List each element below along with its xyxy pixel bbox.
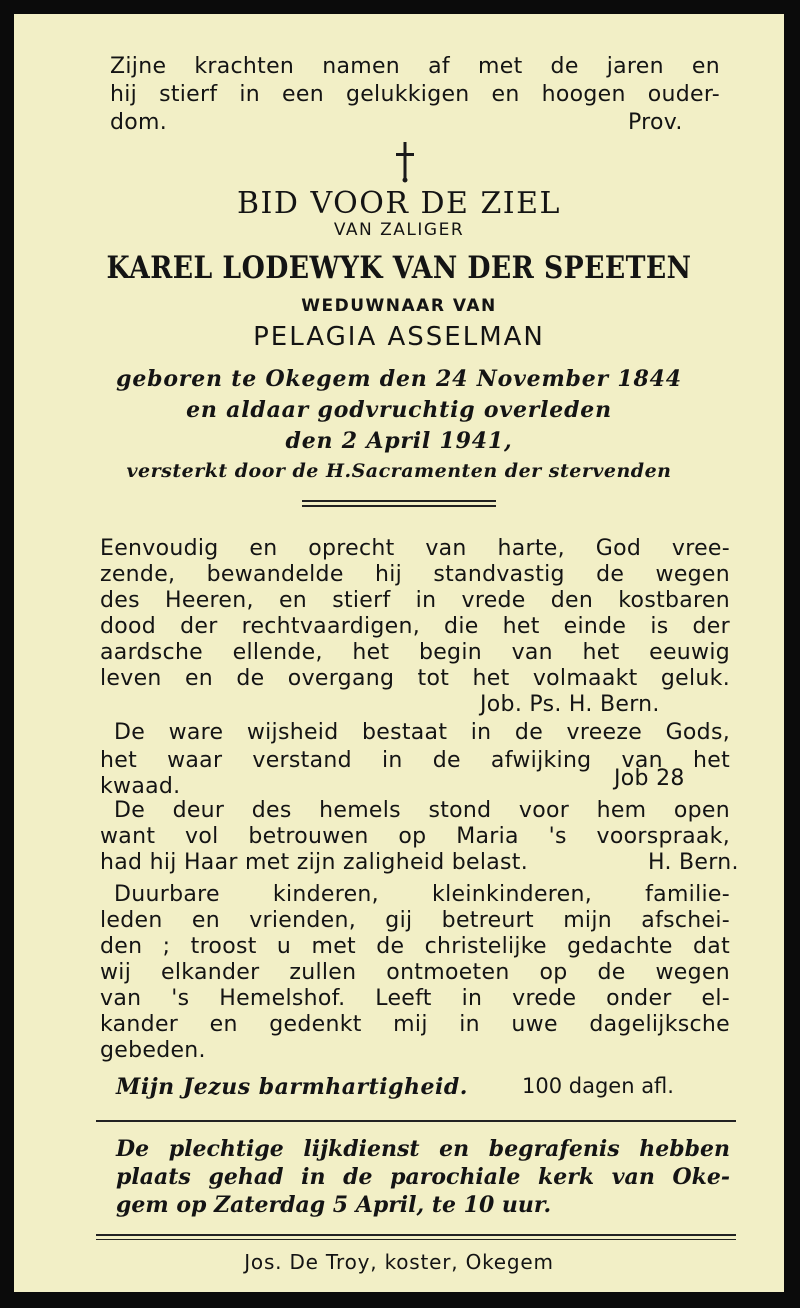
body-line: leden en vrienden, gij betreurt mijn afschei-	[100, 908, 730, 933]
body-line: wij elkander zullen ontmoeten op de wegen	[100, 960, 730, 985]
memorial-card	[14, 14, 784, 1292]
proverb-line: hij stierf in een gelukkigen en hoogen ouder-	[110, 82, 720, 107]
heading-subtitle: VAN ZALIGER	[333, 220, 465, 240]
body-line: De ware wijsheid bestaat in de vreeze Gods,	[114, 720, 730, 745]
body-line: kwaad.	[100, 774, 181, 799]
proverb-line: dom.	[110, 110, 168, 135]
divider	[96, 1120, 736, 1122]
body-line: leven en de overgang tot het volmaakt geluk.	[100, 666, 730, 691]
prayer-heading: BID VOOR DE ZIEL	[237, 186, 561, 221]
printer-credit: Jos. De Troy, koster, Okegem	[244, 1250, 554, 1274]
body-line: dood der rechtvaardigen, die het einde is der	[100, 614, 730, 639]
deceased-name: KAREL LODEWYK VAN DER SPEETEN	[106, 250, 692, 286]
body-line: Eenvoudig en oprecht van harte, God vree-	[100, 536, 730, 561]
birth-line: geboren te Okegem den 24 November 1844	[116, 366, 682, 392]
body-line: zende, bewandelde hij standvastig de wegen	[100, 562, 730, 587]
body-line: den ; troost u met de christelijke gedachte dat	[100, 934, 730, 959]
body-source: Job. Ps. H. Bern.	[480, 692, 660, 717]
body-line: De deur des hemels stond voor hem open	[114, 798, 730, 823]
body-line: het waar verstand in de afwijking van het	[100, 748, 730, 773]
divider	[302, 500, 496, 507]
cross-icon	[392, 140, 418, 184]
body-line: des Heeren, en stierf in vrede den kostbaren	[100, 588, 730, 613]
heading-relation: WEDUWNAAR VAN	[301, 296, 497, 316]
proverb-line: Zijne krachten namen af met de jaren en	[110, 54, 720, 79]
body-line: gebeden.	[100, 1038, 206, 1063]
body-line: van 's Hemelshof. Leeft in vrede onder el-	[100, 986, 730, 1011]
body-source: Job 28	[614, 766, 685, 791]
sacraments-line: versterkt door de H.Sacramenten der stervenden	[126, 460, 672, 482]
death-date-line: den 2 April 1941,	[285, 428, 513, 454]
body-line: Duurbare kinderen, kleinkinderen, familie-	[114, 882, 730, 907]
divider	[96, 1234, 736, 1240]
death-line: en aldaar godvruchtig overleden	[186, 397, 612, 423]
body-line: kander en gedenkt mij in uwe dagelijksche	[100, 1012, 730, 1037]
body-line: aardsche ellende, het begin van het eeuwig	[100, 640, 730, 665]
indulgence-note: 100 dagen afl.	[522, 1074, 674, 1098]
body-line: want vol betrouwen op Maria 's voorspraak,	[100, 824, 730, 849]
funeral-line: gem op Zaterdag 5 April, te 10 uur.	[116, 1192, 552, 1218]
ejaculatory-prayer: Mijn Jezus barmhartigheid.	[116, 1074, 468, 1100]
proverb-source: Prov.	[628, 110, 683, 135]
funeral-line: De plechtige lijkdienst en begrafenis hebben	[116, 1136, 730, 1162]
spouse-name: PELAGIA ASSELMAN	[253, 322, 545, 352]
funeral-line: plaats gehad in de parochiale kerk van Oke-	[116, 1164, 730, 1190]
body-line: had hij Haar met zijn zaligheid belast.	[100, 850, 529, 875]
body-source: H. Bern.	[648, 850, 739, 875]
